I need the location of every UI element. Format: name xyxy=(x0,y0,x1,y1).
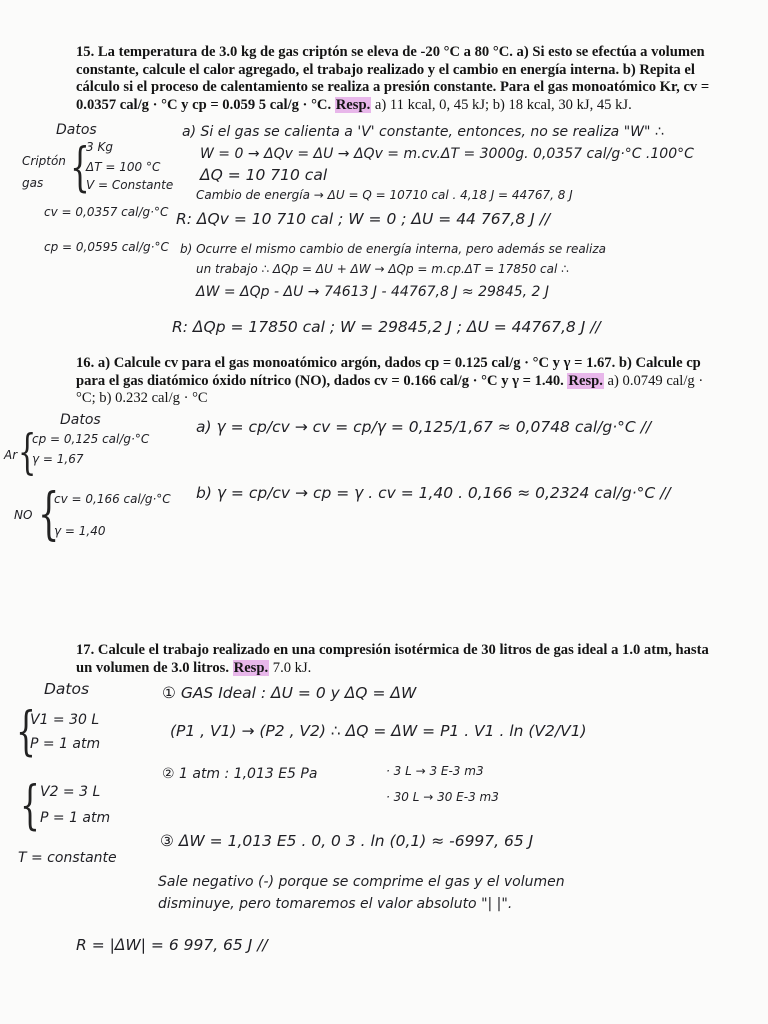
gas-label: NO xyxy=(14,508,33,522)
datum: cv = 0,166 cal/g·°C xyxy=(54,492,171,506)
datum: γ = 1,67 xyxy=(32,452,84,466)
datum-1: 3 Kg xyxy=(86,140,113,154)
solution-line: disminuye, pero tomaremos el valor absoluto "| |". xyxy=(158,896,513,912)
solution-line: ΔW = ΔQp - ΔU → 74613 J - 44767,8 J ≈ 29845, 2 J xyxy=(196,284,550,300)
resp-answer: 7.0 kJ. xyxy=(272,659,312,676)
datum: T = constante xyxy=(18,850,117,866)
brace: { xyxy=(20,776,40,836)
problem-text: Calcule el trabajo realizado en una compresión isotérmica de 30 litros de gas ideal a 1.0 atm, hasta un volumen de 3.0 litros. xyxy=(76,642,709,676)
datos-gas: Criptón gas xyxy=(22,154,66,190)
resp-answer: a) 11 kcal, 0, 45 kJ; b) 18 kcal, 30 kJ, 45 kJ. xyxy=(374,96,632,113)
resp-label: Resp. xyxy=(233,659,269,676)
solution-line: (P1 , V1) → (P2 , V2) ∴ ΔQ = ΔW = P1 . V1 . ln (V2/V1) xyxy=(170,722,587,740)
datum-3: V = Constante xyxy=(86,178,174,192)
problem-16-statement xyxy=(76,355,726,408)
solution-line: Cambio de energía → ΔU = Q = 10710 cal . 4,18 J = 44767, 8 J xyxy=(196,188,573,202)
solution-line: un trabajo ∴ ΔQp = ΔU + ΔW → ΔQp = m.cp.ΔT = 17850 cal ∴ xyxy=(196,262,569,276)
result-line: R: ΔQp = 17850 cal ; W = 29845,2 J ; ΔU = 44767,8 J // xyxy=(172,318,601,336)
datum: cp = 0,125 cal/g·°C xyxy=(32,432,150,446)
gas-label: Ar xyxy=(4,448,18,462)
datum-2: ΔT = 100 °C xyxy=(86,160,161,174)
datum: γ = 1,40 xyxy=(54,524,106,538)
resp-answer: a) 0.0749 cal/g · °C; b) 0.232 cal/g · °C xyxy=(76,372,704,406)
resp-label: Resp. xyxy=(335,96,371,113)
problem-text: La temperatura de 3.0 kg de gas criptón se eleva de -20 °C a 80 °C. a) Si esto se efectúa a volumen constante, calcule el calor agregado, el trabajo realizado y el cambio en energía interna. b) Repita el cálculo si el proceso de calentamiento se realiza a presión constante. Para el gas monoatómico Kr, cv = 0.0357 cal/g · °C y cp = 0.059 5 cal/g · °C. xyxy=(76,44,710,113)
solution-line: b) γ = cp/cv → cp = γ . cv = 1,40 . 0,166 ≈ 0,2324 cal/g·°C // xyxy=(196,484,671,502)
datum: P = 1 atm xyxy=(40,810,111,826)
datum: V2 = 3 L xyxy=(40,784,101,800)
problem-15-statement xyxy=(76,44,726,114)
brace: { xyxy=(70,138,90,198)
problem-17-statement xyxy=(76,642,726,677)
solution-line: Sale negativo (-) porque se comprime el gas y el volumen xyxy=(158,874,565,890)
brace: { xyxy=(16,702,36,762)
datos-label: Datos xyxy=(56,122,97,138)
brace: { xyxy=(18,424,37,480)
solution-line: ΔQ = 10 710 cal xyxy=(200,166,328,184)
solution-line: b) Ocurre el mismo cambio de energía interna, pero además se realiza xyxy=(180,242,607,256)
problem-text: a) Calcule cv para el gas monoatómico argón, dados cp = 0.125 cal/g · °C y γ = 1.67. b) Calcule cp para el gas diatómico óxido nítrico (NO), dados cv = 0.166 cal/g · °C y γ = 1.40. xyxy=(76,355,701,389)
datos-label: Datos xyxy=(60,412,101,428)
solution-line: a) Si el gas se calienta a 'V' constante, entonces, no se realiza "W" ∴ xyxy=(182,124,664,140)
solution-line: ① GAS Ideal : ΔU = 0 y ΔQ = ΔW xyxy=(162,684,417,702)
solution-line: · 30 L → 30 E-3 m3 xyxy=(386,790,499,804)
datum-cp: cp = 0,0595 cal/g·°C xyxy=(44,240,169,254)
problem-number: 17. xyxy=(76,642,95,658)
problem-number: 15. xyxy=(76,44,95,60)
brace: { xyxy=(38,482,60,547)
solution-line: · 3 L → 3 E-3 m3 xyxy=(386,764,484,778)
problem-number: 16. xyxy=(76,355,95,371)
result-line: R = |ΔW| = 6 997, 65 J // xyxy=(76,936,268,954)
datum-cv: cv = 0,0357 cal/g·°C xyxy=(44,205,169,219)
solution-line: ③ ΔW = 1,013 E5 . 0, 0 3 . ln (0,1) ≈ -6997, 65 J xyxy=(160,832,534,850)
datos-label: Datos xyxy=(44,680,90,698)
datum: P = 1 atm xyxy=(30,736,101,752)
datum: V1 = 30 L xyxy=(30,712,100,728)
result-line: R: ΔQv = 10 710 cal ; W = 0 ; ΔU = 44 767,8 J // xyxy=(176,210,551,228)
solution-line: W = 0 → ΔQv = ΔU → ΔQv = m.cv.ΔT = 3000g. 0,0357 cal/g·°C .100°C xyxy=(200,146,694,162)
solution-line: a) γ = cp/cv → cv = cp/γ = 0,125/1,67 ≈ 0,0748 cal/g·°C // xyxy=(196,418,652,436)
solution-line: ② 1 atm : 1,013 E5 Pa xyxy=(162,766,318,782)
resp-label: Resp. xyxy=(568,372,603,389)
